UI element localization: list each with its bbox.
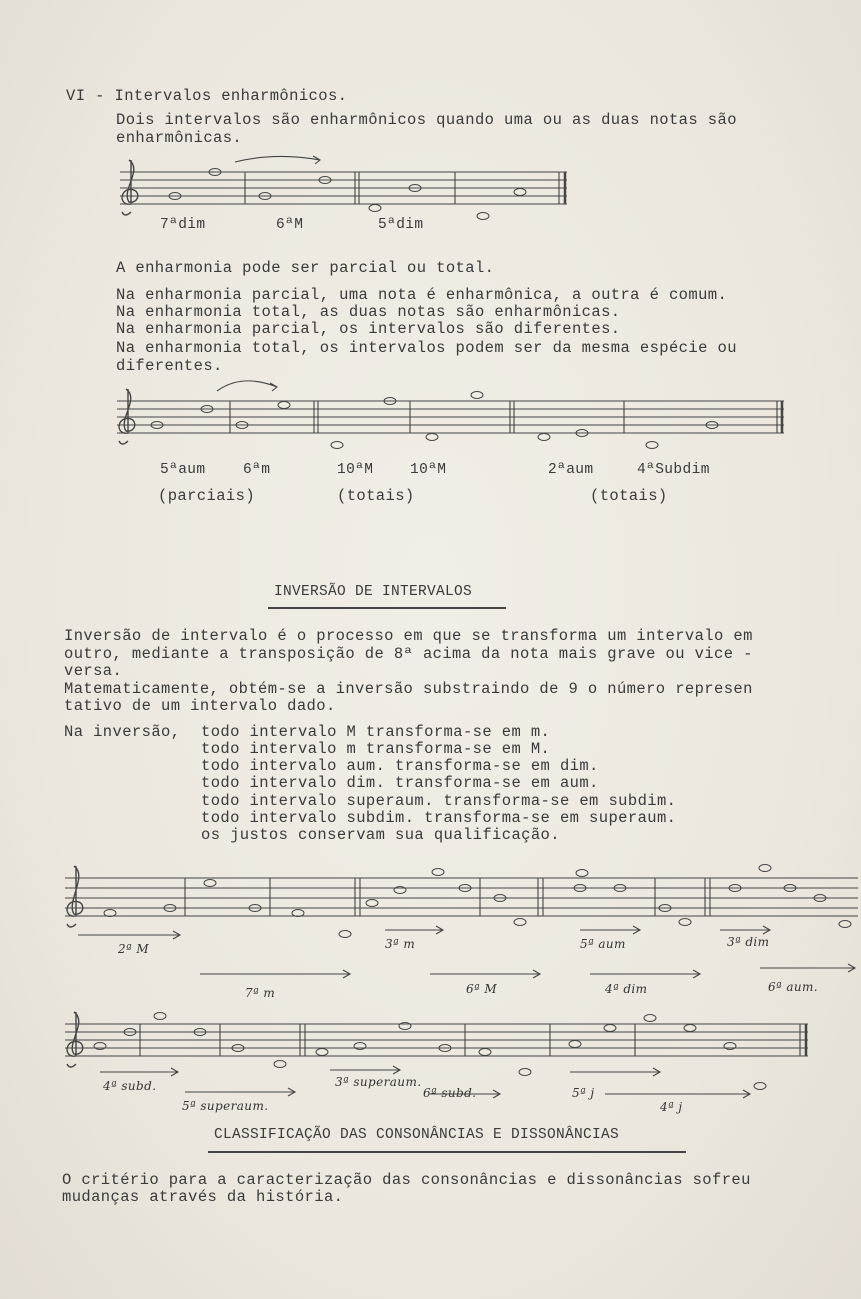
paragraph-line: O critério para a caracterização das consonâncias e dissonâncias sofreu [62, 1171, 751, 1189]
rule-line: todo intervalo m transforma-se em M. [201, 740, 551, 758]
interval-label: 7ªdim [160, 217, 206, 233]
intro-line: enharmônicas. [116, 129, 243, 147]
section-title: VI - Intervalos enharmônicos. [66, 87, 348, 105]
interval-label: 5ªdim [378, 217, 424, 233]
rules-intro: Na inversão, [64, 723, 181, 741]
handwritten-interval-label: 5ª superaum. [182, 1099, 269, 1113]
handwritten-interval-label: 6ª M [466, 982, 498, 996]
body-line: A enharmonia pode ser parcial ou total. [116, 259, 495, 277]
group-label: (totais) [337, 487, 415, 505]
heading-underline [268, 607, 506, 609]
paragraph-line: tativo de um intervalo dado. [64, 697, 336, 715]
body-line: diferentes. [116, 357, 223, 375]
group-label: (parciais) [158, 487, 256, 505]
interval-label: 6ªm [243, 462, 271, 478]
paragraph-line: mudanças através da história. [62, 1188, 344, 1206]
intro-line: Dois intervalos são enharmônicos quando uma ou as duas notas são [116, 111, 737, 129]
paragraph-line: outro, mediante a transposição de 8ª acima da nota mais grave ou vice - [64, 645, 753, 663]
handwritten-interval-label: 7ª m [245, 986, 276, 1000]
handwritten-interval-label: 3ª dim [727, 935, 770, 949]
interval-label: 6ªM [276, 217, 304, 233]
rule-line: todo intervalo aum. transforma-se em dim. [201, 757, 599, 775]
interval-label: 2ªaum [548, 462, 594, 478]
section-heading: INVERSÃO DE INTERVALOS [274, 584, 473, 600]
body-line: Na enharmonia total, as duas notas são enharmônicas. [116, 303, 621, 321]
paragraph-line: versa. [64, 662, 123, 680]
body-line: Na enharmonia parcial, os intervalos são diferentes. [116, 320, 621, 338]
music-staff-example-3 [60, 858, 860, 998]
rule-line: todo intervalo subdim. transforma-se em superaum. [201, 809, 677, 827]
handwritten-interval-label: 6ª aum. [768, 980, 819, 994]
body-line: Na enharmonia parcial, uma nota é enharmônica, a outra é comum. [116, 286, 728, 304]
handwritten-interval-label: 4ª j [660, 1100, 683, 1114]
handwritten-interval-label: 2ª M [118, 942, 150, 956]
interval-label: 5ªaum [160, 462, 206, 478]
rule-line: todo intervalo superaum. transforma-se em subdim. [201, 792, 677, 810]
interval-label: 4ªSubdim [637, 462, 710, 478]
handwritten-interval-label: 5ª aum [580, 937, 626, 951]
handwritten-interval-label: 5ª j [572, 1086, 595, 1100]
body-line: Na enharmonia total, os intervalos podem ser da mesma espécie ou [116, 339, 737, 357]
handwritten-interval-label: 4ª subd. [103, 1079, 157, 1093]
rule-line: todo intervalo M transforma-se em m. [201, 723, 551, 741]
section-heading: CLASSIFICAÇÃO DAS CONSONÂNCIAS E DISSONÂNCIAS [214, 1127, 620, 1143]
interval-label: 10ªM [337, 462, 374, 478]
heading-underline [208, 1151, 686, 1153]
handwritten-interval-label: 3ª m [385, 937, 416, 951]
handwritten-interval-label: 3ª superaum. [335, 1075, 422, 1089]
paragraph-line: Inversão de intervalo é o processo em que se transforma um intervalo em [64, 627, 753, 645]
rule-line: os justos conservam sua qualificação. [201, 826, 560, 844]
music-staff-example-2 [112, 375, 792, 460]
group-label: (totais) [590, 487, 668, 505]
interval-label: 10ªM [410, 462, 447, 478]
handwritten-interval-label: 6ª subd. [423, 1086, 477, 1100]
paragraph-line: Matematicamente, obtém-se a inversão substraindo de 9 o número represen [64, 680, 753, 698]
handwritten-interval-label: 4ª dim [605, 982, 648, 996]
rule-line: todo intervalo dim. transforma-se em aum. [201, 774, 599, 792]
